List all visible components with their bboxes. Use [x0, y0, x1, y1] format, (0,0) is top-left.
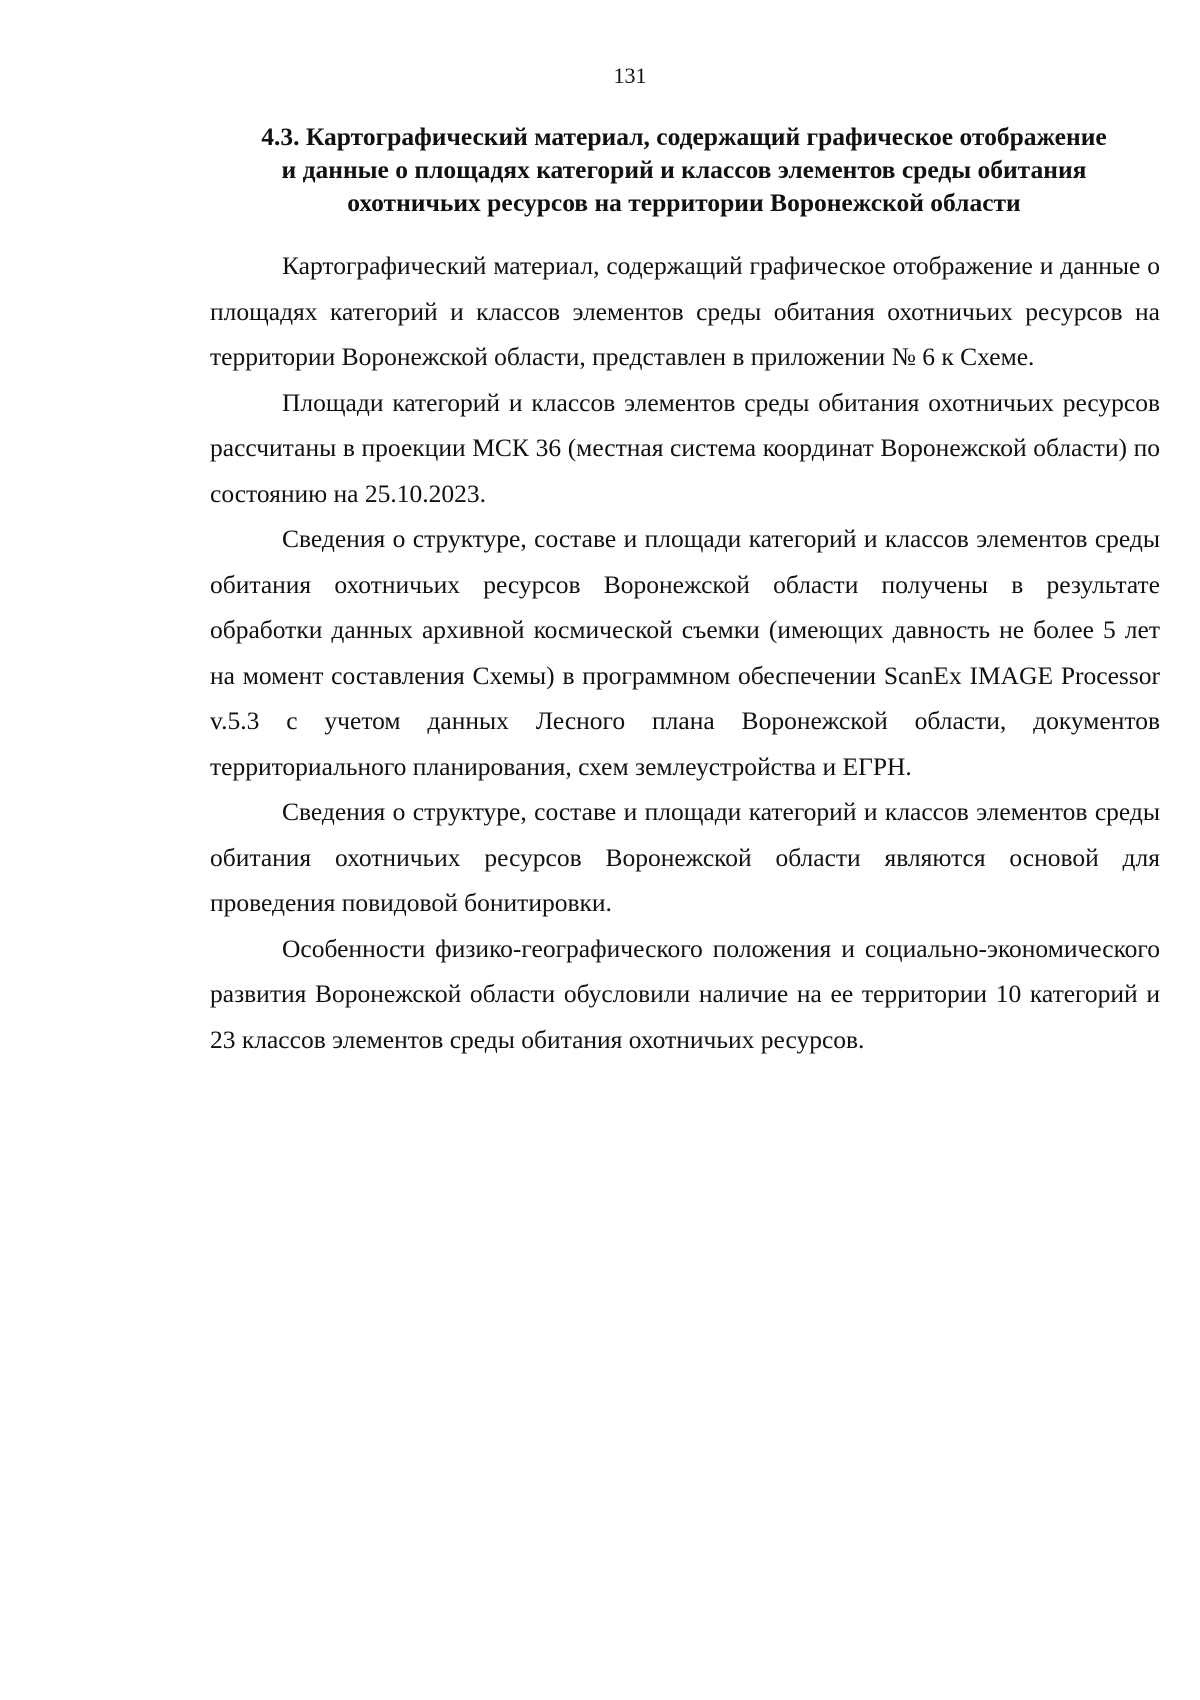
- heading-line-2: и данные о площадях категорий и классов элементов среды обитания: [281, 155, 1087, 184]
- heading-line-3: охотничьих ресурсов на территории Воронежской области: [347, 188, 1021, 217]
- body-text: [210, 243, 1160, 1062]
- paragraph-1: Картографический материал, содержащий графическое отображение и данные о площадях категорий и классов элементов среды обитания охотничьих ресурсов на территории Воронежской области, представлен в приложении № 6 к Схеме.: [210, 251, 1160, 371]
- section-heading: [206, 120, 1162, 219]
- paragraph-3: Сведения о структуре, составе и площади категорий и классов элементов среды обитания охотничьих ресурсов Воронежской области получены в результате обработки данных архивной космической съемки (имеющих давность не более 5 лет на момент составления Схемы) в программном обеспечении ScanEx IMAGE Processor v.5.3 с учетом данных Лесного плана Воронежской области, документов территориального планирования, схем землеустройства и ЕГРН.: [210, 524, 1160, 781]
- paragraph-2: Площади категорий и классов элементов среды обитания охотничьих ресурсов рассчитаны в проекции МСК 36 (местная система координат Воронежской области) по состоянию на 25.10.2023.: [210, 387, 1160, 508]
- paragraph-5: Особенности физико-географического положения и социально-экономического развития Воронежской области обусловили наличие на ее территории 10 категорий и 23 классов элементов среды обитания охотничьих ресурсов.: [210, 933, 1160, 1054]
- heading-line-1: 4.3. Картографический материал, содержащий графическое отображение: [261, 122, 1107, 151]
- page-number: 131: [613, 63, 647, 88]
- paragraph-4: Сведения о структуре, составе и площади категорий и классов элементов среды обитания охотничьих ресурсов Воронежской области являются основой для проведения повидовой бонитировки.: [210, 797, 1160, 917]
